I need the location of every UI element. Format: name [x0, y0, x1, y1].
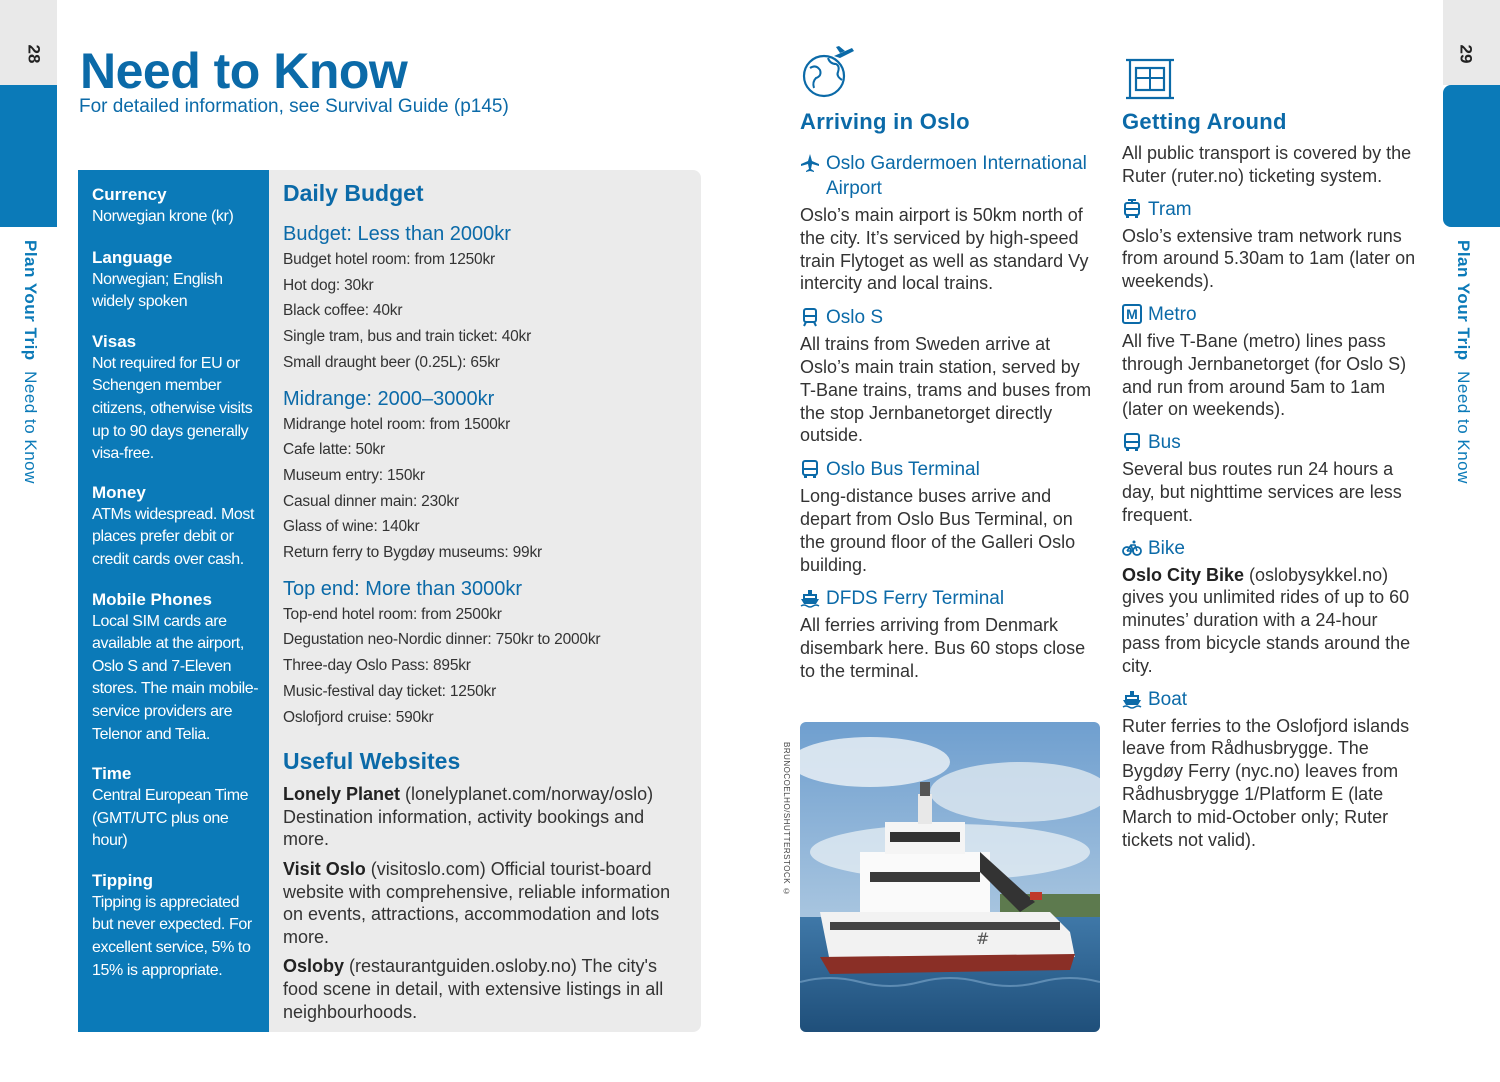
budget-item: Degustation neo-Nordic dinner: 750kr to 2000kr [283, 631, 601, 649]
bus-text: Several bus routes run 24 hours a day, but nighttime services are less frequent. [1122, 459, 1402, 525]
page-subtitle: For detailed information, see Survival Guide (p145) [79, 96, 509, 117]
ferry-photo [800, 722, 1100, 1032]
boat-title-text: Boat [1148, 688, 1188, 710]
midrange-tier-list [283, 412, 687, 566]
hull-mark: # [976, 929, 990, 948]
bicycle-icon [1122, 538, 1142, 558]
budget-item: Return ferry to Bygdøy museums: 99kr [283, 544, 542, 562]
ferry-illustration [800, 722, 1100, 1032]
left-page-number: 28 [24, 44, 44, 64]
ferry-terminal-text: All ferries arriving from Denmark disembark here. Bus 60 stops close to the terminal. [800, 615, 1086, 681]
budget-item: Single tram, bus and train ticket: 40kr [283, 328, 532, 346]
website-name: Osloby [283, 956, 345, 977]
side-label-bold: Plan Your Trip [1454, 240, 1473, 361]
budget-item: Three-day Oslo Pass: 895kr [283, 657, 471, 675]
budget-item: Top-end hotel room: from 2500kr [283, 605, 502, 623]
fact-text: Local SIM cards are available at the airport, Oslo S and 7-Eleven stores. The main mobile-service providers are Telenor and Telia. [92, 612, 259, 743]
globe-plane-icon [800, 44, 856, 100]
budget-tier-list [283, 247, 687, 376]
arriving-heading: Arriving in Oslo [800, 109, 970, 134]
ferry-terminal-title [800, 586, 1100, 611]
arriving-column [800, 44, 1100, 683]
bike-bold: Oslo City Bike [1122, 564, 1245, 585]
side-label-light: Need to Know [1454, 371, 1473, 484]
tram-title-text: Tram [1148, 198, 1192, 220]
bus-terminal-text: Long-distance buses arrive and depart from Oslo Bus Terminal, on the ground floor of the Galleri Oslo building. [800, 486, 1076, 575]
ferry-icon [800, 588, 820, 608]
left-tab-grey [0, 0, 57, 85]
airport-title-text: Oslo Gardermoen International Airport [826, 153, 1087, 199]
bike-desc: (oslobysykkel.no) gives you unlimited rides of up to 60 minutes’ duration with a 24-hour pass from bicycle stands around the city. [1122, 564, 1411, 676]
useful-websites-heading: Useful Websites [283, 748, 461, 775]
oslo-s-text: All trains from Sweden arrive at Oslo’s main train station, served by T-Bane trains, trams and buses from the stop Jernbanetorget directly outside. [800, 334, 1092, 446]
ferry-terminal-title-text: DFDS Ferry Terminal [826, 588, 1005, 610]
right-tab-grey [1443, 0, 1500, 85]
budget-panel [269, 170, 701, 1032]
tram-title [1122, 197, 1417, 222]
daily-budget-heading: Daily Budget [283, 180, 424, 206]
bike-title [1122, 536, 1417, 561]
fact-currency [78, 170, 269, 229]
airport-text: Oslo’s main airport is 50km north of the city. It’s serviced by high-speed train Flytoget as well as standard Vy intercity and local trains. [800, 205, 1089, 294]
budget-item: Casual dinner main: 230kr [283, 492, 459, 510]
fact-text: Central European Time (GMT/UTC plus one hour) [92, 787, 249, 850]
fact-text: Norwegian; English widely spoken [92, 270, 223, 311]
bike-text [1122, 564, 1417, 678]
bus-icon [1122, 432, 1142, 452]
fact-money [78, 466, 269, 572]
budget-item: Music-festival day ticket: 1250kr [283, 682, 497, 700]
metro-text: All five T-Bane (metro) lines pass through Jernbanetorget (for Oslo S) and run from around 5am to 1am (later on weekends). [1122, 330, 1407, 420]
airplane-icon [800, 153, 820, 173]
budget-item: Museum entry: 150kr [283, 466, 425, 484]
getting-around-heading: Getting Around [1122, 109, 1287, 134]
budget-item: Hot dog: 30kr [283, 276, 374, 294]
website-name: Visit Oslo [283, 859, 366, 880]
boat-text: Ruter ferries to the Oslofjord islands leave from Rådhusbrygge. The Bygdøy Ferry (nyc.no) leaves from Rådhusbrygge 1/Platform E (late March to mid-October only; Ruter tickets not valid). [1122, 715, 1410, 850]
budget-item: Glass of wine: 140kr [283, 518, 420, 536]
budget-item: Midrange hotel room: from 1500kr [283, 415, 511, 433]
getting-around-column [1122, 44, 1417, 851]
tram-text: Oslo’s extensive tram network runs from around 5.30am to 1am (later on weekends). [1122, 225, 1416, 292]
page-title: Need to Know [80, 43, 408, 99]
website-desc: (lonelyplanet.com/norway/oslo) Destination information, activity bookings and more. [283, 784, 654, 850]
fact-head: Currency [92, 185, 167, 204]
website-desc: (restaurantguiden.osloby.no) The city's food scene in detail, with extensive listings in all neighbourhoods. [283, 956, 664, 1022]
bus-icon [800, 459, 820, 479]
airport-title [800, 151, 1100, 201]
budget-item: Small draught beer (0.25L): 65kr [283, 353, 500, 371]
fact-head: Tipping [92, 870, 154, 890]
fact-tipping [78, 853, 269, 982]
oslo-s-title-text: Oslo S [826, 307, 884, 329]
fact-text: Norwegian krone (kr) [92, 208, 234, 225]
train-icon [800, 307, 820, 327]
side-label-bold: Plan Your Trip [21, 240, 40, 361]
fact-text: Tipping is appreciated but never expected. For excellent service, 5% to 15% is appropriate. [92, 893, 252, 979]
bus-terminal-title-text: Oslo Bus Terminal [826, 459, 980, 481]
transit-station-icon [1122, 44, 1178, 100]
top-end-tier-list [283, 602, 687, 731]
fact-head: Money [92, 482, 146, 502]
fact-head: Time [92, 764, 132, 784]
left-tab-blue [0, 85, 57, 227]
budget-item: Oslofjord cruise: 590kr [283, 708, 434, 726]
website-entry [283, 783, 687, 851]
fact-text: Not required for EU or Schengen member citizens, otherwise visits up to 90 days generally visa-free. [92, 354, 253, 463]
budget-item: Budget hotel room: from 1250kr [283, 251, 495, 268]
boat-title [1122, 687, 1417, 712]
right-tab-blue [1443, 85, 1500, 227]
boat-icon [1122, 689, 1142, 709]
left-side-label [20, 240, 40, 484]
facts-panel [78, 170, 269, 1032]
budget-tier-title: Budget: Less than 2000kr [283, 223, 511, 245]
getting-around-intro: All public transport is covered by the Ruter (ruter.no) ticketing system. [1122, 143, 1412, 186]
fact-language [78, 229, 269, 314]
metro-title [1122, 302, 1417, 327]
tram-icon [1122, 199, 1142, 219]
right-page-number: 29 [1456, 44, 1476, 64]
fact-visas [78, 314, 269, 466]
fact-head: Language [92, 247, 173, 267]
fact-head: Mobile Phones [92, 589, 212, 609]
midrange-tier-title: Midrange: 2000–3000kr [283, 387, 495, 410]
metro-title-text: Metro [1148, 303, 1197, 325]
fact-time [78, 746, 269, 853]
bike-title-text: Bike [1148, 537, 1185, 559]
website-entry [283, 955, 687, 1023]
side-label-light: Need to Know [21, 371, 40, 484]
bus-title [1122, 430, 1417, 455]
oslo-s-title [800, 305, 1100, 330]
bus-title-text: Bus [1148, 432, 1181, 454]
fact-head: Visas [92, 331, 137, 351]
top-end-tier-title: Top end: More than 3000kr [283, 577, 523, 600]
metro-icon: M [1122, 304, 1142, 324]
fact-mobile-phones [78, 572, 269, 747]
budget-item: Black coffee: 40kr [283, 302, 403, 320]
budget-item: Cafe latte: 50kr [283, 441, 385, 459]
website-entry [283, 858, 687, 948]
right-side-label [1453, 240, 1473, 484]
website-name: Lonely Planet [283, 784, 401, 805]
photo-credit: BRUNOCOELHO/SHUTTERSTOCK © [782, 742, 791, 897]
website-desc: (visitoslo.com) Official tourist-board website with comprehensive, reliable information on events, attractions, accommodation and lots more. [283, 859, 671, 947]
fact-text: ATMs widespread. Most places prefer debit or credit cards over cash. [92, 505, 255, 568]
bus-terminal-title [800, 457, 1100, 482]
